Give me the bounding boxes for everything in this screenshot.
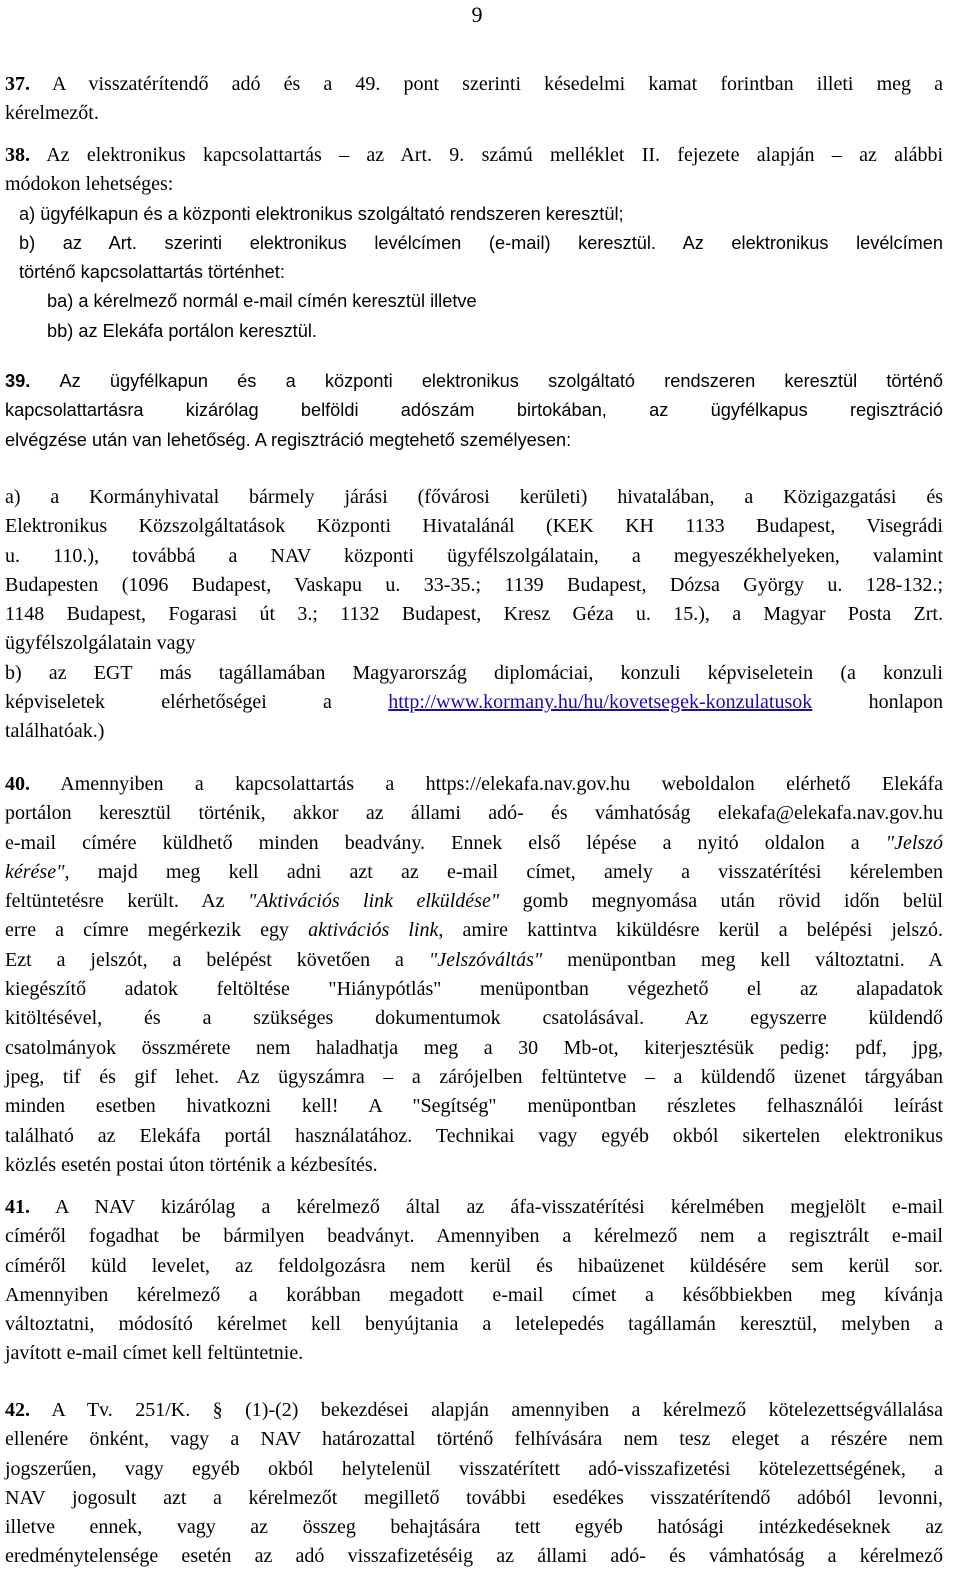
p40-line-3: e-mail címére küldhető minden beadvány. Ennek első lépése a nyitó oldalon a "Jelszó bbox=[5, 831, 943, 854]
p40-line-13: található az Elekáfa portál használatához. Technikai vagy egyéb okból sikertelen elektronikus bbox=[5, 1124, 943, 1147]
p42-number: 42. bbox=[5, 1399, 30, 1421]
p41-line-6: javított e-mail címet kell feltüntetnie. bbox=[5, 1342, 304, 1365]
p41-line-2: címéről fogadhat be bármilyen beadványt. Amennyiben a kérelmező nem a regisztrált e-mail bbox=[5, 1225, 943, 1248]
paragraph-42 bbox=[5, 1396, 943, 1572]
p38-number: 38. bbox=[5, 144, 30, 166]
p39-line-3: elvégzése után van lehetőség. A regisztráció megtehető személyesen: bbox=[5, 429, 572, 450]
p40-line-2: portálon keresztül történik, akkor az állami adó- és vámhatóság elekafa@elekafa.nav.gov.hu bbox=[5, 802, 943, 825]
p40-line-14: közlés esetén postai úton történik a kézbesítés. bbox=[5, 1153, 378, 1176]
p39-line-1: 39. Az ügyfélkapun és a központi elektronikus szolgáltató rendszeren keresztül történő bbox=[5, 371, 944, 391]
p41-line-4: Amennyiben kérelmező a korábban megadott e-mail címet a későbbiekben meg kívánja bbox=[5, 1283, 943, 1306]
p39-b-line-3: találhatóak.) bbox=[5, 720, 105, 743]
p39-a-line-3: u. 110.), továbbá a NAV központi ügyfélszolgálatain, a megyeszékhelyeken, valamint bbox=[5, 544, 943, 567]
paragraph-38 bbox=[5, 141, 943, 346]
p39-line-2: kapcsolattartásra kizárólag belföldi adószám birtokában, az ügyfélkapus regisztráció bbox=[5, 400, 943, 421]
p38-item-bb: bb) az Elekáfa portálon keresztül. bbox=[47, 320, 317, 341]
p39-number: 39. bbox=[5, 371, 31, 391]
paragraph-37 bbox=[5, 70, 943, 129]
p40-line-6: erre a címre megérkezik egy aktivációs link, amire kattintva kiküldésre kerül a belépési jelszó. bbox=[5, 919, 944, 942]
p39-b-line-2: képviseletek elérhetőségei a http://www.kormany.hu/hu/kovetsegek-konzulatusok honlapon bbox=[5, 691, 943, 714]
page-number: 9 bbox=[471, 2, 483, 27]
p42-line-1: 42. A Tv. 251/K. § (1)-(2) bekezdései alapján amennyiben a kérelmező kötelezettségvállalása bbox=[5, 1399, 943, 1421]
p41-line-5: változtatni, módosító kérelmet kell benyújtania a letelepedés tagállamán keresztül, melyben a bbox=[5, 1313, 943, 1336]
p42-line-4: NAV jogosult azt a kérelmezőt megillető további esedékes visszatérítendő adóból levonni, bbox=[5, 1486, 943, 1509]
p38-line-1: 38. Az elektronikus kapcsolattartás – az Art. 9. számú melléklet II. fejezete alapján – az alábbi bbox=[5, 144, 944, 166]
p39-a-line-2: Elektronikus Közszolgáltatások Központi Hivatalánál (KEK KH 1133 Budapest, Visegrádi bbox=[5, 515, 943, 538]
p41-line-3: címéről küld levelet, az feldolgozásra nem kerül és hibaüzenet küldésére sem kerül sor. bbox=[5, 1254, 943, 1277]
p39-a-line-4: Budapesten (1096 Budapest, Vaskapu u. 33-35.; 1139 Budapest, Dózsa György u. 128-132.; bbox=[5, 573, 943, 596]
p39-b-line-1: b) az EGT más tagállamában Magyarország diplomáciai, konzuli képviseletein (a konzuli bbox=[5, 661, 943, 684]
p37-line-2: kérelmezőt. bbox=[5, 102, 99, 125]
p40-line-9: kitöltésével, és a szükséges dokumentumok csatolásával. Az egyszerre küldendő bbox=[5, 1007, 943, 1030]
p39-a-line-5: 1148 Budapest, Fogarasi út 3.; 1132 Budapest, Kresz Géza u. 15.), a Magyar Posta Zrt. bbox=[5, 603, 943, 626]
paragraph-39 bbox=[5, 367, 943, 455]
p41-line-1: 41. A NAV kizárólag a kérelmező által az áfa-visszatérítési kérelmében megjelölt e-mail bbox=[5, 1196, 944, 1218]
p40-line-10: csatolmányok összmérete nem haladhatja meg a 30 Mb-ot, kiterjesztésük pedig: pdf, jpg, bbox=[5, 1036, 943, 1059]
p40-line-11: jpeg, tif és gif lehet. Az ügyszámra – a zárójelben feltüntetve – a küldendő üzenet tárgyában bbox=[5, 1065, 943, 1088]
paragraph-41 bbox=[5, 1193, 943, 1369]
p42-line-3: jogszerűen, vagy egyéb okból helytelenül visszatérített adó-visszafizetési kötelezettségének, a bbox=[5, 1457, 943, 1480]
p42-line-2: ellenére önként, vagy a NAV határozattal történő felhívására nem tesz eleget a részére nem bbox=[5, 1428, 943, 1451]
p37-number: 37. bbox=[5, 73, 30, 95]
p40-line-4: kérése", majd meg kell adni azt az e-mail címet, amely a visszatérítési kérelemben bbox=[5, 860, 943, 883]
p42-line-6: eredménytelensége esetén az adó visszafizetéséig az állami adó- és vámhatóság a kérelmező bbox=[5, 1545, 943, 1568]
p40-line-8: kiegészítő adatok feltöltése "Hiánypótlás" menüpontban végezhető el az alapadatok bbox=[5, 978, 943, 1001]
p38-item-a: a) ügyfélkapun és a központi elektronikus szolgáltató rendszeren keresztül; bbox=[19, 203, 624, 224]
paragraph-39-list bbox=[5, 483, 943, 747]
p42-line-5: illetve ennek, vagy az összeg behajtására tett egyéb hatósági intézkedéseknek az bbox=[5, 1516, 943, 1539]
p41-number: 41. bbox=[5, 1196, 30, 1218]
p38-line-2: módokon lehetséges: bbox=[5, 173, 174, 196]
p40-line-12: minden esetben hivatkozni kell! A "Segítség" menüpontban részletes felhasználói leírást bbox=[5, 1095, 943, 1118]
p38-item-b-line-2: történő kapcsolattartás történhet: bbox=[19, 262, 285, 283]
p39-a-line-6: ügyfélszolgálatain vagy bbox=[5, 632, 196, 655]
p40-line-1: 40. Amennyiben a kapcsolattartás a https://elekafa.nav.gov.hu weboldalon elérhető Elekáfa bbox=[5, 773, 943, 795]
p38-item-ba: ba) a kérelmező normál e-mail címén keresztül illetve bbox=[47, 291, 477, 312]
p37-line-1: 37. A visszatérítendő adó és a 49. pont szerinti késedelmi kamat forintban illeti meg a bbox=[5, 73, 943, 95]
p39-a-line-1: a) a Kormányhivatal bármely járási (fővárosi kerületi) hivatalában, a Közigazgatási és bbox=[5, 486, 943, 508]
konzulatusok-link[interactable]: http://www.kormany.hu/hu/kovetsegek-konzulatusok bbox=[388, 691, 813, 714]
paragraph-40 bbox=[5, 770, 943, 1180]
p38-item-b-line-1: b) az Art. szerinti elektronikus levélcímen (e-mail) keresztül. Az elektronikus levélcímen bbox=[19, 232, 943, 253]
p40-number: 40. bbox=[5, 773, 30, 795]
p40-line-7: Ezt a jelszót, a belépést követően a "Jelszóváltás" menüpontban meg kell változtatni. A bbox=[5, 948, 943, 971]
p40-line-5: feltüntetésre került. Az "Aktivációs link elküldése" gomb megnyomása után rövid időn belül bbox=[5, 890, 943, 913]
